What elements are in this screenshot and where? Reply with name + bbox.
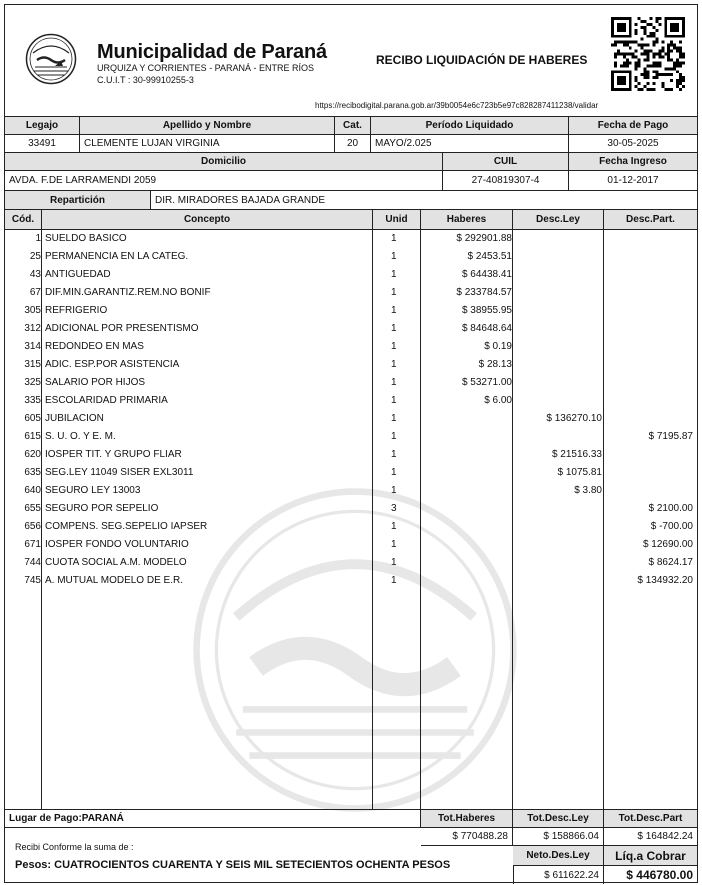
row-unid: 1 <box>391 449 397 460</box>
table-row <box>5 338 697 356</box>
receipt-header <box>5 5 697 117</box>
row-unid: 1 <box>391 521 397 532</box>
legajo-value: 33491 <box>5 135 80 153</box>
cuil-label: CUIL <box>443 153 569 171</box>
reparticion-value: DIR. MIRADORES BAJADA GRANDE <box>151 191 697 210</box>
tot-desc-part-label: Tot.Desc.Part <box>604 809 697 828</box>
row-haberes: $ 6.00 <box>484 395 512 406</box>
municipality-cuit: C.U.I.T : 30-99910255-3 <box>97 75 194 85</box>
row-unid: 1 <box>391 467 397 478</box>
tot-desc-ley-label: Tot.Desc.Ley <box>513 809 604 828</box>
table-row <box>5 248 697 266</box>
row-desc-part: $ 7195.87 <box>648 431 693 442</box>
row-concepto: IOSPER TIT. Y GRUPO FLIAR <box>45 449 182 460</box>
table-row <box>5 266 697 284</box>
neto-label: Neto.Des.Ley <box>513 846 604 866</box>
row-cod: 605 <box>24 413 41 424</box>
row-concepto: SUELDO BASICO <box>45 233 127 244</box>
row-cod: 671 <box>24 539 41 550</box>
col-haberes-header: Haberes <box>421 210 513 230</box>
periodo-value: MAYO/2.025 <box>371 135 569 153</box>
row-concepto: PERMANENCIA EN LA CATEG. <box>45 251 189 262</box>
table-row <box>5 446 697 464</box>
row-desc-ley: $ 3.80 <box>574 485 602 496</box>
row-unid: 1 <box>391 431 397 442</box>
row-haberes: $ 84648.64 <box>461 323 512 334</box>
row-concepto: ADICIONAL POR PRESENTISMO <box>45 323 199 334</box>
neto-value: $ 611622.24 <box>513 866 604 884</box>
row-desc-ley: $ 136270.10 <box>546 413 602 424</box>
fecha-pago-label: Fecha de Pago <box>569 117 697 135</box>
municipality-address: URQUIZA Y CORRIENTES - PARANÁ - ENTRE RÍOS <box>97 63 315 73</box>
table-row <box>5 374 697 392</box>
table-row <box>5 518 697 536</box>
row-cod: 314 <box>24 341 41 352</box>
table-row <box>5 320 697 338</box>
row-cod: 656 <box>24 521 41 532</box>
row-concepto: ADIC. ESP.POR ASISTENCIA <box>45 359 180 370</box>
row-unid: 1 <box>391 323 397 334</box>
tot-desc-part-value: $ 164842.24 <box>604 828 697 846</box>
cat-value: 20 <box>335 135 371 153</box>
table-row <box>5 536 697 554</box>
col-desc-ley-header: Desc.Ley <box>513 210 604 230</box>
row-haberes: $ 0.19 <box>484 341 512 352</box>
municipality-name: Municipalidad de Paraná <box>97 41 327 63</box>
row-cod: 312 <box>24 323 41 334</box>
table-row <box>5 500 697 518</box>
domicilio-label: Domicilio <box>5 153 443 171</box>
row-concepto: SEG.LEY 11049 SISER EXL3011 <box>45 467 194 478</box>
cuil-value: 27-40819307-4 <box>443 171 569 191</box>
apellido-value: CLEMENTE LUJAN VIRGINIA <box>80 135 335 153</box>
row-concepto: DIF.MIN.GARANTIZ.REM.NO BONIF <box>45 287 211 298</box>
table-row <box>5 554 697 572</box>
row-haberes: $ 64438.41 <box>461 269 512 280</box>
periodo-label: Período Liquidado <box>371 117 569 135</box>
row-concepto: REFRIGERIO <box>45 305 108 316</box>
col-desc-part-header: Desc.Part. <box>604 210 697 230</box>
row-concepto: CUOTA SOCIAL A.M. MODELO <box>45 557 187 568</box>
row-cod: 67 <box>29 287 41 298</box>
row-unid: 3 <box>391 503 397 514</box>
row-concepto: IOSPER FONDO VOLUNTARIO <box>45 539 189 550</box>
row-cod: 305 <box>24 305 41 316</box>
row-desc-part: $ 8624.17 <box>648 557 693 568</box>
apellido-label: Apellido y Nombre <box>80 117 335 135</box>
table-row <box>5 302 697 320</box>
reparticion-label: Repartición <box>5 191 151 210</box>
row-concepto: ANTIGUEDAD <box>45 269 111 280</box>
amount-in-words: Pesos: CUATROCIENTOS CUARENTA Y SEIS MIL SETECIENTOS OCHENTA PESOS <box>15 859 451 871</box>
table-row <box>5 482 697 500</box>
row-cod: 745 <box>24 575 41 586</box>
row-haberes: $ 292901.88 <box>456 233 512 244</box>
fecha-pago-value: 30-05-2025 <box>569 135 697 153</box>
row-unid: 1 <box>391 557 397 568</box>
tot-desc-ley-value: $ 158866.04 <box>513 828 604 846</box>
table-row <box>5 572 697 590</box>
row-desc-part: $ -700.00 <box>650 521 693 532</box>
table-row <box>5 410 697 428</box>
row-concepto: SEGURO POR SEPELIO <box>45 503 159 514</box>
fecha-ingreso-label: Fecha Ingreso <box>569 153 697 171</box>
col-unid-header: Unid <box>373 210 421 230</box>
row-concepto: S. U. O. Y E. M. <box>45 431 116 442</box>
row-desc-ley: $ 1075.81 <box>557 467 602 478</box>
table-row <box>5 392 697 410</box>
row-haberes: $ 38955.95 <box>461 305 512 316</box>
cat-label: Cat. <box>335 117 371 135</box>
row-unid: 1 <box>391 395 397 406</box>
row-concepto: REDONDEO EN MAS <box>45 341 144 352</box>
row-unid: 1 <box>391 413 397 424</box>
row-cod: 620 <box>24 449 41 460</box>
row-unid: 1 <box>391 575 397 586</box>
receipt-footer <box>5 809 697 884</box>
legajo-label: Legajo <box>5 117 80 135</box>
row-unid: 1 <box>391 485 397 496</box>
row-cod: 335 <box>24 395 41 406</box>
row-haberes: $ 28.13 <box>478 359 512 370</box>
row-cod: 744 <box>24 557 41 568</box>
row-cod: 1 <box>35 233 41 244</box>
table-row <box>5 428 697 446</box>
row-cod: 635 <box>24 467 41 478</box>
recibi-conforme: Recibi Conforme la suma de : <box>15 842 134 852</box>
row-cod: 43 <box>29 269 41 280</box>
row-concepto: A. MUTUAL MODELO DE E.R. <box>45 575 183 586</box>
row-unid: 1 <box>391 305 397 316</box>
row-cod: 615 <box>24 431 41 442</box>
table-row <box>5 356 697 374</box>
row-unid: 1 <box>391 377 397 388</box>
row-concepto: SEGURO LEY 13003 <box>45 485 141 496</box>
liq-cobrar-value: $ 446780.00 <box>626 868 693 882</box>
row-concepto: JUBILACION <box>45 413 104 424</box>
row-concepto: ESCOLARIDAD PRIMARIA <box>45 395 168 406</box>
row-cod: 655 <box>24 503 41 514</box>
receipt-title: RECIBO LIQUIDACIÓN DE HABERES <box>376 53 588 67</box>
row-haberes: $ 233784.57 <box>456 287 512 298</box>
tot-haberes-value: $ 770488.28 <box>421 828 513 846</box>
row-desc-part: $ 12690.00 <box>642 539 693 550</box>
row-haberes: $ 2453.51 <box>467 251 512 262</box>
row-concepto: COMPENS. SEG.SEPELIO IAPSER <box>45 521 208 532</box>
concept-rows <box>5 230 697 590</box>
row-unid: 1 <box>391 233 397 244</box>
row-desc-part: $ 134932.20 <box>637 575 693 586</box>
payslip <box>4 4 698 883</box>
lugar-pago: Lugar de Pago:PARANÁ <box>5 809 421 828</box>
row-unid: 1 <box>391 359 397 370</box>
fecha-ingreso-value: 01-12-2017 <box>569 171 697 191</box>
table-row <box>5 284 697 302</box>
validation-url[interactable]: https://recibodigital.parana.gob.ar/39b0054e6c723b5e97c828287411238/validar <box>315 101 599 110</box>
table-row <box>5 230 697 248</box>
col-concepto-header: Concepto <box>42 210 373 230</box>
liq-cobrar-label: Líq.a Cobrar <box>604 846 697 866</box>
row-cod: 25 <box>29 251 41 262</box>
row-unid: 1 <box>391 341 397 352</box>
row-desc-ley: $ 21516.33 <box>551 449 602 460</box>
row-desc-part: $ 2100.00 <box>648 503 693 514</box>
domicilio-value: AVDA. F.DE LARRAMENDI 2059 <box>5 171 443 191</box>
municipal-seal-icon <box>25 33 77 85</box>
tot-haberes-label: Tot.Haberes <box>421 809 513 828</box>
row-concepto: SALARIO POR HIJOS <box>45 377 146 388</box>
table-row <box>5 464 697 482</box>
row-cod: 325 <box>24 377 41 388</box>
row-cod: 315 <box>24 359 41 370</box>
concepts-table <box>5 210 697 809</box>
row-unid: 1 <box>391 251 397 262</box>
row-haberes: $ 53271.00 <box>461 377 512 388</box>
row-unid: 1 <box>391 539 397 550</box>
row-cod: 640 <box>24 485 41 496</box>
qr-code-icon[interactable] <box>611 17 685 91</box>
row-unid: 1 <box>391 269 397 280</box>
col-cod-header: Cód. <box>5 210 42 230</box>
row-unid: 1 <box>391 287 397 298</box>
